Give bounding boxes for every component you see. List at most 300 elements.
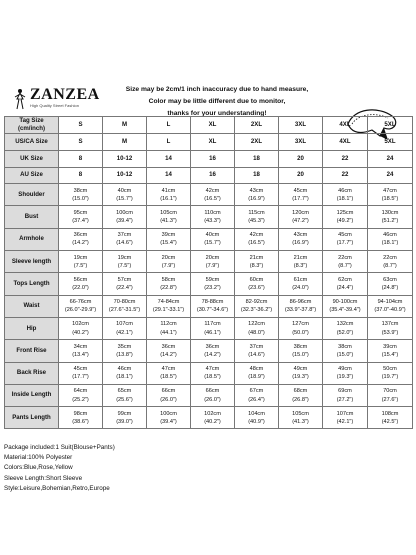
table-cell: 5XL xyxy=(368,134,413,151)
cell-cm-value: 40cm xyxy=(117,187,132,194)
table-cell xyxy=(103,340,147,362)
cell-inch-value: (27.6"-31.5") xyxy=(108,307,141,314)
row-label: Tops Length xyxy=(5,273,59,295)
cell-cm-value: 90-100cm xyxy=(332,299,358,306)
cell-cm-value: 57cm xyxy=(117,276,132,283)
cell-inch-value: (18.5") xyxy=(160,374,177,381)
cell-inch-value: (41.3") xyxy=(160,218,177,225)
table-cell xyxy=(323,184,368,206)
cell-inch-value: (15.7") xyxy=(204,240,221,247)
cell-cm-value: 49cm xyxy=(338,366,352,372)
product-info xyxy=(4,443,412,494)
cell-cm-value: 60cm xyxy=(249,276,264,283)
table-cell xyxy=(147,317,191,339)
table-cell xyxy=(59,340,103,362)
cell-cm-value: 127cm xyxy=(292,321,309,328)
table-cell xyxy=(235,273,279,295)
table-cell xyxy=(147,384,191,406)
cell-cm-value: 65cm xyxy=(117,388,132,395)
table-cell xyxy=(323,407,368,429)
table-cell: S xyxy=(59,134,103,151)
table-cell xyxy=(235,407,279,429)
table-cell xyxy=(191,184,235,206)
table-cell xyxy=(59,184,103,206)
cell-inch-value: (16.9") xyxy=(292,240,309,247)
cell-cm-value: 112cm xyxy=(160,321,177,328)
cell-inch-value: (52.0") xyxy=(336,329,354,336)
cell-cm-value: 43cm xyxy=(249,187,264,194)
table-cell: XL xyxy=(191,134,235,151)
table-cell xyxy=(279,228,323,250)
cell-cm-value: 86-96cm xyxy=(289,299,312,306)
cell-inch-value: (19.7") xyxy=(381,374,399,381)
cell-cm-value: 70-80cm xyxy=(113,299,136,306)
cell-inch-value: (24.0") xyxy=(292,285,309,292)
table-cell xyxy=(59,295,103,317)
cell-inch-value: (40.2") xyxy=(72,329,89,336)
cell-cm-value: 45cm xyxy=(73,366,88,372)
table-cell xyxy=(323,340,368,362)
table-cell xyxy=(191,251,235,273)
table-cell: 20 xyxy=(279,151,323,168)
cell-inch-value: (39.4") xyxy=(160,418,177,425)
cell-inch-value: (18.1") xyxy=(116,374,133,381)
cell-inch-value: (42.1") xyxy=(116,329,133,336)
size-header-cell: 2XL xyxy=(235,117,279,134)
cell-inch-value: (23.2") xyxy=(204,285,221,292)
cell-inch-value: (53.9") xyxy=(381,329,399,336)
cell-cm-value: 100cm xyxy=(116,209,133,216)
table-cell xyxy=(103,206,147,228)
table-cell xyxy=(191,206,235,228)
cell-inch-value: (18.1") xyxy=(381,240,399,247)
table-cell xyxy=(103,228,147,250)
cell-inch-value: (32.3"-36.2") xyxy=(240,307,273,314)
cell-inch-value: (16.1") xyxy=(160,195,177,202)
cell-cm-value: 95cm xyxy=(73,209,88,216)
cell-inch-value: (26.0") xyxy=(160,396,177,403)
cell-cm-value: 115cm xyxy=(248,209,265,216)
cell-cm-value: 43cm xyxy=(293,232,308,239)
cell-cm-value: 45cm xyxy=(338,232,352,239)
cell-cm-value: 100cm xyxy=(160,410,177,417)
cell-inch-value: (8.3") xyxy=(293,262,308,269)
table-cell xyxy=(368,384,413,406)
cell-cm-value: 61cm xyxy=(293,276,308,283)
cell-inch-value: (40.2") xyxy=(204,418,221,425)
table-row xyxy=(5,407,413,429)
table-cell: 22 xyxy=(323,151,368,168)
cell-cm-value: 39cm xyxy=(383,343,397,350)
table-cell: 20 xyxy=(279,167,323,184)
table-cell xyxy=(235,251,279,273)
table-cell xyxy=(279,273,323,295)
size-header-cell: XL xyxy=(191,117,235,134)
row-label: Sleeve length xyxy=(5,251,59,273)
cell-cm-value: 36cm xyxy=(205,343,220,350)
cell-inch-value: (8.3") xyxy=(249,262,264,269)
cell-cm-value: 38cm xyxy=(338,343,352,350)
cell-inch-value: (39.4") xyxy=(116,218,133,225)
size-header-cell: 3XL xyxy=(279,117,323,134)
table-cell xyxy=(147,273,191,295)
table-cell xyxy=(323,251,368,273)
cell-cm-value: 102cm xyxy=(72,321,89,328)
cell-cm-value: 122cm xyxy=(248,321,265,328)
cell-cm-value: 21cm xyxy=(249,254,264,261)
cell-inch-value: (29.1"-33.1") xyxy=(152,307,185,314)
table-cell xyxy=(59,407,103,429)
cell-cm-value: 19cm xyxy=(73,254,88,261)
size-notice xyxy=(112,84,322,120)
cell-cm-value: 46cm xyxy=(383,232,397,239)
cell-cm-value: 67cm xyxy=(249,388,264,395)
tag-size-label-unit: (cm/inch) xyxy=(17,125,46,133)
cell-inch-value: (26.0") xyxy=(204,396,221,403)
cell-inch-value: (18.5") xyxy=(381,195,399,202)
cell-cm-value: 38cm xyxy=(293,343,308,350)
cell-cm-value: 46cm xyxy=(338,187,352,194)
table-cell xyxy=(59,206,103,228)
table-cell: 3XL xyxy=(279,134,323,151)
tag-size-label-text: Tag Size xyxy=(19,117,44,124)
cell-inch-value: (14.6") xyxy=(116,240,133,247)
size-header-cell: S xyxy=(59,117,103,134)
cell-inch-value: (14.2") xyxy=(204,351,221,358)
cell-cm-value: 47cm xyxy=(161,366,176,372)
cell-inch-value: (17.7") xyxy=(292,195,309,202)
cell-cm-value: 104cm xyxy=(248,410,265,417)
size-header-cell: M xyxy=(103,117,147,134)
table-cell: 10-12 xyxy=(103,151,147,168)
table-cell: 14 xyxy=(147,151,191,168)
cell-inch-value: (18.1") xyxy=(336,195,354,202)
table-cell: 8 xyxy=(59,151,103,168)
cell-cm-value: 22cm xyxy=(338,254,352,261)
cell-inch-value: (24.4") xyxy=(336,285,354,292)
row-label: US/CA Size xyxy=(5,134,59,151)
table-cell xyxy=(147,206,191,228)
row-label: UK Size xyxy=(5,151,59,168)
cell-cm-value: 50cm xyxy=(383,366,397,372)
table-cell xyxy=(279,384,323,406)
table-cell: 24 xyxy=(368,167,413,184)
cell-inch-value: (22.4") xyxy=(116,285,133,292)
cell-cm-value: 47cm xyxy=(205,366,220,372)
row-label: Hip xyxy=(5,317,59,339)
table-header-row xyxy=(5,117,413,134)
cell-cm-value: 35cm xyxy=(117,343,132,350)
cell-cm-value: 66-76cm xyxy=(69,299,92,306)
table-cell xyxy=(279,317,323,339)
table-cell xyxy=(147,340,191,362)
cell-inch-value: (33.9"-37.8") xyxy=(284,307,317,314)
table-cell xyxy=(235,184,279,206)
cell-inch-value: (38.6") xyxy=(72,418,89,425)
cell-inch-value: (25.2") xyxy=(72,396,89,403)
cell-inch-value: (14.2") xyxy=(160,351,177,358)
size-header-cell: L xyxy=(147,117,191,134)
cell-inch-value: (22.0") xyxy=(72,285,89,292)
table-row xyxy=(5,184,413,206)
cell-cm-value: 98cm xyxy=(73,410,88,417)
cell-inch-value: (22.8") xyxy=(160,285,177,292)
table-cell xyxy=(368,362,413,384)
cell-cm-value: 107cm xyxy=(116,321,133,328)
cell-cm-value: 46cm xyxy=(117,366,132,372)
table-cell xyxy=(147,184,191,206)
table-cell xyxy=(147,407,191,429)
cell-inch-value: (19.3") xyxy=(292,374,309,381)
info-style: Style:Leisure,Bohemian,Retro,Europe xyxy=(4,484,110,492)
cell-inch-value: (15.0") xyxy=(72,195,89,202)
row-label: AU Size xyxy=(5,167,59,184)
cell-inch-value: (14.2") xyxy=(72,240,89,247)
cell-cm-value: 137cm xyxy=(381,321,399,328)
cell-cm-value: 63cm xyxy=(383,276,397,283)
table-cell xyxy=(191,273,235,295)
cell-cm-value: 130cm xyxy=(381,209,399,216)
table-cell xyxy=(323,317,368,339)
cell-inch-value: (42.5") xyxy=(381,418,399,425)
cell-cm-value: 37cm xyxy=(117,232,132,239)
cell-inch-value: (26.0"-29.9") xyxy=(64,307,97,314)
table-cell: 24 xyxy=(368,151,413,168)
table-cell xyxy=(147,362,191,384)
row-label: Armhole xyxy=(5,228,59,250)
cell-cm-value: 62cm xyxy=(338,276,352,283)
cell-cm-value: 58cm xyxy=(161,276,176,283)
table-cell xyxy=(103,295,147,317)
cell-cm-value: 105cm xyxy=(160,209,177,216)
cell-cm-value: 36cm xyxy=(73,232,88,239)
table-cell xyxy=(103,251,147,273)
cell-inch-value: (26.8") xyxy=(292,396,309,403)
table-cell: 14 xyxy=(147,167,191,184)
cell-inch-value: (49.2") xyxy=(336,218,354,225)
cell-inch-value: (15.0") xyxy=(336,351,354,358)
table-cell xyxy=(323,273,368,295)
table-cell xyxy=(279,340,323,362)
cell-cm-value: 20cm xyxy=(161,254,176,261)
brand-logo xyxy=(8,88,106,110)
table-cell: 16 xyxy=(191,151,235,168)
cell-inch-value: (15.4") xyxy=(381,351,399,358)
cell-inch-value: (27.6") xyxy=(381,396,399,403)
tag-size-label xyxy=(5,117,59,134)
table-cell xyxy=(279,407,323,429)
cell-inch-value: (13.4") xyxy=(72,351,89,358)
row-label: Shoulder xyxy=(5,184,59,206)
table-cell xyxy=(368,295,413,317)
cell-inch-value: (30.7"-34.6") xyxy=(196,307,229,314)
cell-cm-value: 68cm xyxy=(293,388,308,395)
cell-inch-value: (42.1") xyxy=(336,418,354,425)
table-cell xyxy=(368,228,413,250)
cell-cm-value: 66cm xyxy=(205,388,220,395)
table-cell xyxy=(368,184,413,206)
cell-inch-value: (48.0") xyxy=(248,329,265,336)
table-cell xyxy=(147,251,191,273)
table-cell: L xyxy=(147,134,191,151)
row-label: Pants Length xyxy=(5,407,59,429)
table-cell xyxy=(59,317,103,339)
table-cell xyxy=(279,295,323,317)
cell-inch-value: (39.0") xyxy=(116,418,133,425)
info-material: Material:100% Polyester xyxy=(4,454,73,462)
table-cell xyxy=(368,340,413,362)
cell-cm-value: 38cm xyxy=(73,187,88,194)
cell-cm-value: 20cm xyxy=(205,254,220,261)
table-cell xyxy=(103,184,147,206)
size-header-cell: 5XL xyxy=(368,117,413,134)
table-cell: 18 xyxy=(235,167,279,184)
cell-inch-value: (46.1") xyxy=(204,329,221,336)
table-cell: 8 xyxy=(59,167,103,184)
row-label: Waist xyxy=(5,295,59,317)
cell-cm-value: 117cm xyxy=(204,321,221,328)
cell-cm-value: 22cm xyxy=(383,254,397,261)
table-cell xyxy=(191,362,235,384)
cell-cm-value: 40cm xyxy=(205,232,220,239)
table-cell xyxy=(191,228,235,250)
table-cell xyxy=(368,317,413,339)
table-cell xyxy=(323,228,368,250)
cell-cm-value: 42cm xyxy=(205,187,220,194)
table-cell xyxy=(103,407,147,429)
cell-inch-value: (26.4") xyxy=(248,396,265,403)
cell-cm-value: 45cm xyxy=(293,187,308,194)
fashion-figure-icon xyxy=(12,88,28,110)
cell-inch-value: (23.6") xyxy=(248,285,265,292)
cell-inch-value: (7.9") xyxy=(205,262,220,269)
cell-cm-value: 41cm xyxy=(161,187,176,194)
table-cell xyxy=(323,206,368,228)
cell-cm-value: 74-84cm xyxy=(157,299,180,306)
table-cell xyxy=(235,362,279,384)
row-label: Front Rise xyxy=(5,340,59,362)
cell-inch-value: (17.7") xyxy=(336,240,354,247)
table-row xyxy=(5,206,413,228)
cell-inch-value: (7.9") xyxy=(161,262,176,269)
table-cell xyxy=(147,295,191,317)
table-cell xyxy=(235,384,279,406)
notice-line: thanks for your understanding! xyxy=(167,110,267,117)
cell-inch-value: (44.1") xyxy=(160,329,177,336)
table-cell xyxy=(323,295,368,317)
info-sleeve: Sleeve Length:Short Sleeve xyxy=(4,474,83,482)
table-row xyxy=(5,317,413,339)
table-cell xyxy=(59,251,103,273)
cell-cm-value: 19cm xyxy=(117,254,132,261)
table-cell xyxy=(279,206,323,228)
cell-inch-value: (16.5") xyxy=(204,195,221,202)
cell-inch-value: (15.7") xyxy=(116,195,133,202)
table-row xyxy=(5,251,413,273)
cell-inch-value: (45.3") xyxy=(248,218,265,225)
row-label: Inside Length xyxy=(5,384,59,406)
cell-inch-value: (13.8") xyxy=(116,351,133,358)
cell-inch-value: (35.4"-39.4") xyxy=(329,307,361,314)
cell-cm-value: 120cm xyxy=(292,209,309,216)
table-cell xyxy=(235,295,279,317)
table-cell xyxy=(59,273,103,295)
table-cell xyxy=(103,384,147,406)
cell-inch-value: (8.7") xyxy=(338,262,352,269)
table-cell xyxy=(235,228,279,250)
cell-cm-value: 66cm xyxy=(161,388,176,395)
table-cell xyxy=(323,362,368,384)
table-cell xyxy=(191,384,235,406)
cell-cm-value: 99cm xyxy=(117,410,132,417)
table-cell xyxy=(103,362,147,384)
table-cell xyxy=(279,362,323,384)
cell-cm-value: 34cm xyxy=(73,343,88,350)
info-package: Package included:1 Suit(Blouse+Pants) xyxy=(4,444,115,451)
cell-inch-value: (25.6") xyxy=(116,396,133,403)
cell-cm-value: 56cm xyxy=(73,276,88,283)
table-cell xyxy=(368,273,413,295)
cell-inch-value: (18.9") xyxy=(248,374,265,381)
table-cell: M xyxy=(103,134,147,151)
cell-cm-value: 42cm xyxy=(249,232,264,239)
cell-cm-value: 70cm xyxy=(383,388,397,395)
cell-inch-value: (16.9") xyxy=(248,195,265,202)
table-row xyxy=(5,134,413,151)
cell-inch-value: (41.3") xyxy=(292,418,309,425)
table-cell xyxy=(368,206,413,228)
cell-inch-value: (15.0") xyxy=(292,351,309,358)
table-cell xyxy=(279,184,323,206)
table-cell xyxy=(235,206,279,228)
table-cell: 2XL xyxy=(235,134,279,151)
cell-inch-value: (7.5") xyxy=(117,262,132,269)
cell-inch-value: (18.5") xyxy=(204,374,221,381)
table-cell xyxy=(191,407,235,429)
table-cell xyxy=(103,317,147,339)
cell-inch-value: (40.9") xyxy=(248,418,265,425)
table-cell xyxy=(368,407,413,429)
table-cell xyxy=(103,273,147,295)
cell-cm-value: 49cm xyxy=(293,366,308,372)
cell-cm-value: 110cm xyxy=(204,209,221,216)
cell-cm-value: 94-104cm xyxy=(377,299,403,306)
size-header-cell: 4XL xyxy=(323,117,368,134)
cell-cm-value: 48cm xyxy=(249,366,264,372)
table-cell xyxy=(191,295,235,317)
table-cell: 16 xyxy=(191,167,235,184)
table-row xyxy=(5,167,413,184)
table-row xyxy=(5,384,413,406)
cell-cm-value: 69cm xyxy=(338,388,352,395)
cell-cm-value: 125cm xyxy=(336,209,354,216)
info-colors: Colors:Blue,Rose,Yellow xyxy=(4,464,73,472)
header xyxy=(0,0,416,116)
table-cell xyxy=(279,251,323,273)
table-row xyxy=(5,228,413,250)
table-cell xyxy=(191,317,235,339)
row-label: Bust xyxy=(5,206,59,228)
row-label: Back Rise xyxy=(5,362,59,384)
table-cell xyxy=(368,251,413,273)
cell-cm-value: 82-92cm xyxy=(245,299,268,306)
table-row xyxy=(5,151,413,168)
cell-inch-value: (15.4") xyxy=(160,240,177,247)
cell-inch-value: (7.5") xyxy=(73,262,88,269)
cell-inch-value: (50.0") xyxy=(292,329,309,336)
cell-cm-value: 64cm xyxy=(73,388,88,395)
cell-cm-value: 108cm xyxy=(381,410,399,417)
